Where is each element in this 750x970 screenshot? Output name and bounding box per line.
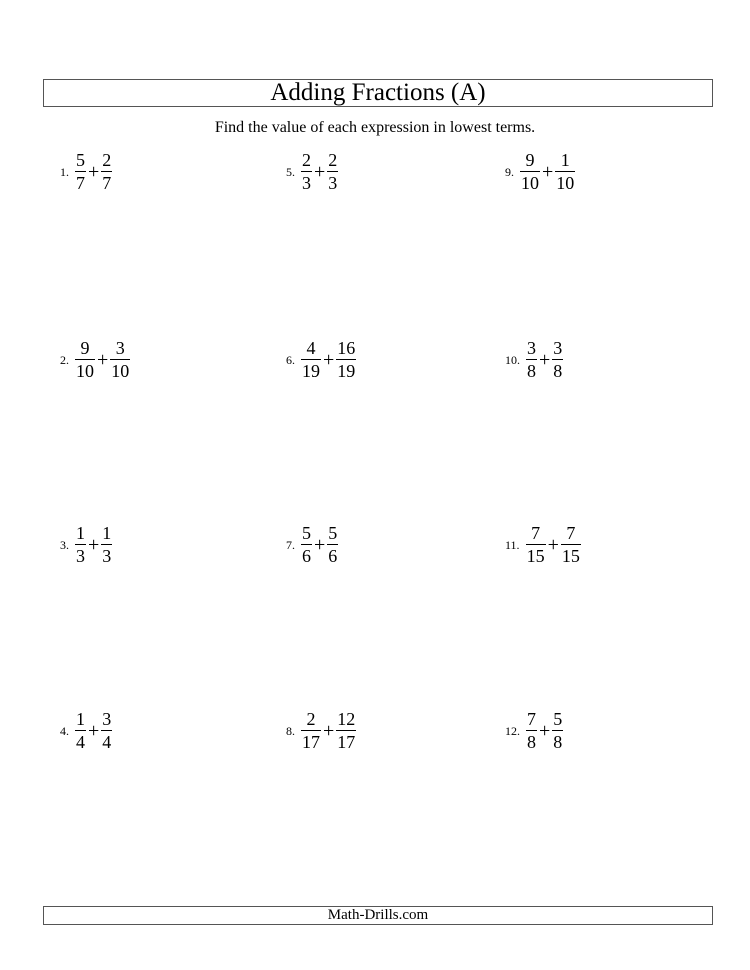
denominator: 6 — [302, 546, 311, 566]
denominator: 17 — [302, 732, 320, 752]
plus-operator: + — [88, 160, 100, 183]
plus-operator: + — [314, 533, 326, 556]
numerator: 5 — [328, 523, 338, 543]
numerator: 7 — [566, 523, 576, 543]
numerator: 2 — [102, 150, 112, 170]
problem-number: 10. — [505, 352, 520, 367]
numerator: 12 — [337, 709, 356, 729]
denominator: 4 — [102, 732, 112, 752]
fraction — [301, 338, 321, 381]
numerator: 9 — [80, 338, 90, 358]
problem-5 — [286, 150, 338, 193]
fraction — [301, 150, 312, 193]
denominator: 10 — [521, 173, 539, 193]
fraction — [301, 523, 312, 566]
fraction — [336, 338, 356, 381]
denominator: 17 — [337, 732, 356, 752]
numerator: 5 — [553, 709, 563, 729]
numerator: 2 — [302, 150, 311, 170]
problem-12 — [505, 709, 563, 752]
fraction — [101, 150, 112, 193]
plus-operator: + — [323, 719, 335, 742]
worksheet-title: Adding Fractions (A) — [43, 79, 713, 107]
problem-number: 11. — [505, 537, 520, 552]
problem-number: 8. — [286, 723, 295, 738]
problem-8 — [286, 709, 356, 752]
denominator: 7 — [76, 173, 85, 193]
numerator: 7 — [527, 709, 536, 729]
denominator: 8 — [527, 732, 536, 752]
footer: Math-Drills.com — [43, 906, 713, 925]
numerator: 1 — [76, 709, 85, 729]
denominator: 6 — [328, 546, 338, 566]
fraction — [75, 338, 95, 381]
problem-number: 9. — [505, 164, 514, 179]
plus-operator: + — [539, 348, 551, 371]
plus-operator: + — [542, 160, 554, 183]
problem-number: 2. — [60, 352, 69, 367]
denominator: 3 — [302, 173, 311, 193]
denominator: 3 — [102, 546, 112, 566]
problem-number: 6. — [286, 352, 295, 367]
denominator: 7 — [102, 173, 112, 193]
fraction — [75, 523, 86, 566]
denominator: 8 — [553, 732, 563, 752]
problem-number: 12. — [505, 723, 520, 738]
fraction — [520, 150, 540, 193]
denominator: 8 — [553, 361, 563, 381]
fraction — [75, 709, 86, 752]
numerator: 3 — [527, 338, 536, 358]
fraction — [561, 523, 581, 566]
denominator: 8 — [527, 361, 536, 381]
problem-7 — [286, 523, 338, 566]
fraction — [526, 709, 537, 752]
numerator: 3 — [102, 709, 112, 729]
denominator: 15 — [561, 546, 580, 566]
numerator: 4 — [306, 338, 316, 358]
fraction — [526, 523, 546, 566]
plus-operator: + — [314, 160, 326, 183]
plus-operator: + — [547, 533, 559, 556]
numerator: 1 — [560, 150, 570, 170]
denominator: 10 — [76, 361, 94, 381]
denominator: 3 — [76, 546, 85, 566]
fraction — [552, 338, 563, 381]
numerator: 3 — [553, 338, 563, 358]
problem-9 — [505, 150, 575, 193]
fraction — [101, 523, 112, 566]
fraction — [552, 709, 563, 752]
numerator: 2 — [328, 150, 338, 170]
problem-6 — [286, 338, 356, 381]
fraction — [101, 709, 112, 752]
numerator: 5 — [302, 523, 311, 543]
problem-number: 5. — [286, 164, 295, 179]
plus-operator: + — [539, 719, 551, 742]
problem-3 — [60, 523, 112, 566]
problem-number: 7. — [286, 537, 295, 552]
numerator: 2 — [306, 709, 316, 729]
fraction — [301, 709, 321, 752]
problem-2 — [60, 338, 130, 381]
problem-10 — [505, 338, 563, 381]
problem-number: 3. — [60, 537, 69, 552]
fraction — [336, 709, 356, 752]
denominator: 19 — [337, 361, 356, 381]
fraction — [110, 338, 130, 381]
numerator: 9 — [525, 150, 535, 170]
fraction — [526, 338, 537, 381]
plus-operator: + — [323, 348, 335, 371]
fraction — [327, 150, 338, 193]
denominator: 10 — [556, 173, 575, 193]
denominator: 3 — [328, 173, 338, 193]
problem-1 — [60, 150, 112, 193]
plus-operator: + — [97, 348, 109, 371]
numerator: 1 — [76, 523, 85, 543]
plus-operator: + — [88, 719, 100, 742]
problem-4 — [60, 709, 112, 752]
problem-number: 4. — [60, 723, 69, 738]
plus-operator: + — [88, 533, 100, 556]
problem-11 — [505, 523, 581, 566]
denominator: 4 — [76, 732, 85, 752]
numerator: 5 — [76, 150, 85, 170]
problem-number: 1. — [60, 164, 69, 179]
fraction — [555, 150, 575, 193]
numerator: 3 — [115, 338, 125, 358]
numerator: 1 — [102, 523, 112, 543]
numerator: 7 — [531, 523, 541, 543]
numerator: 16 — [337, 338, 356, 358]
fraction — [327, 523, 338, 566]
denominator: 19 — [302, 361, 320, 381]
fraction — [75, 150, 86, 193]
instructions: Find the value of each expression in lowest terms. — [214, 119, 536, 136]
denominator: 15 — [526, 546, 545, 566]
denominator: 10 — [111, 361, 130, 381]
